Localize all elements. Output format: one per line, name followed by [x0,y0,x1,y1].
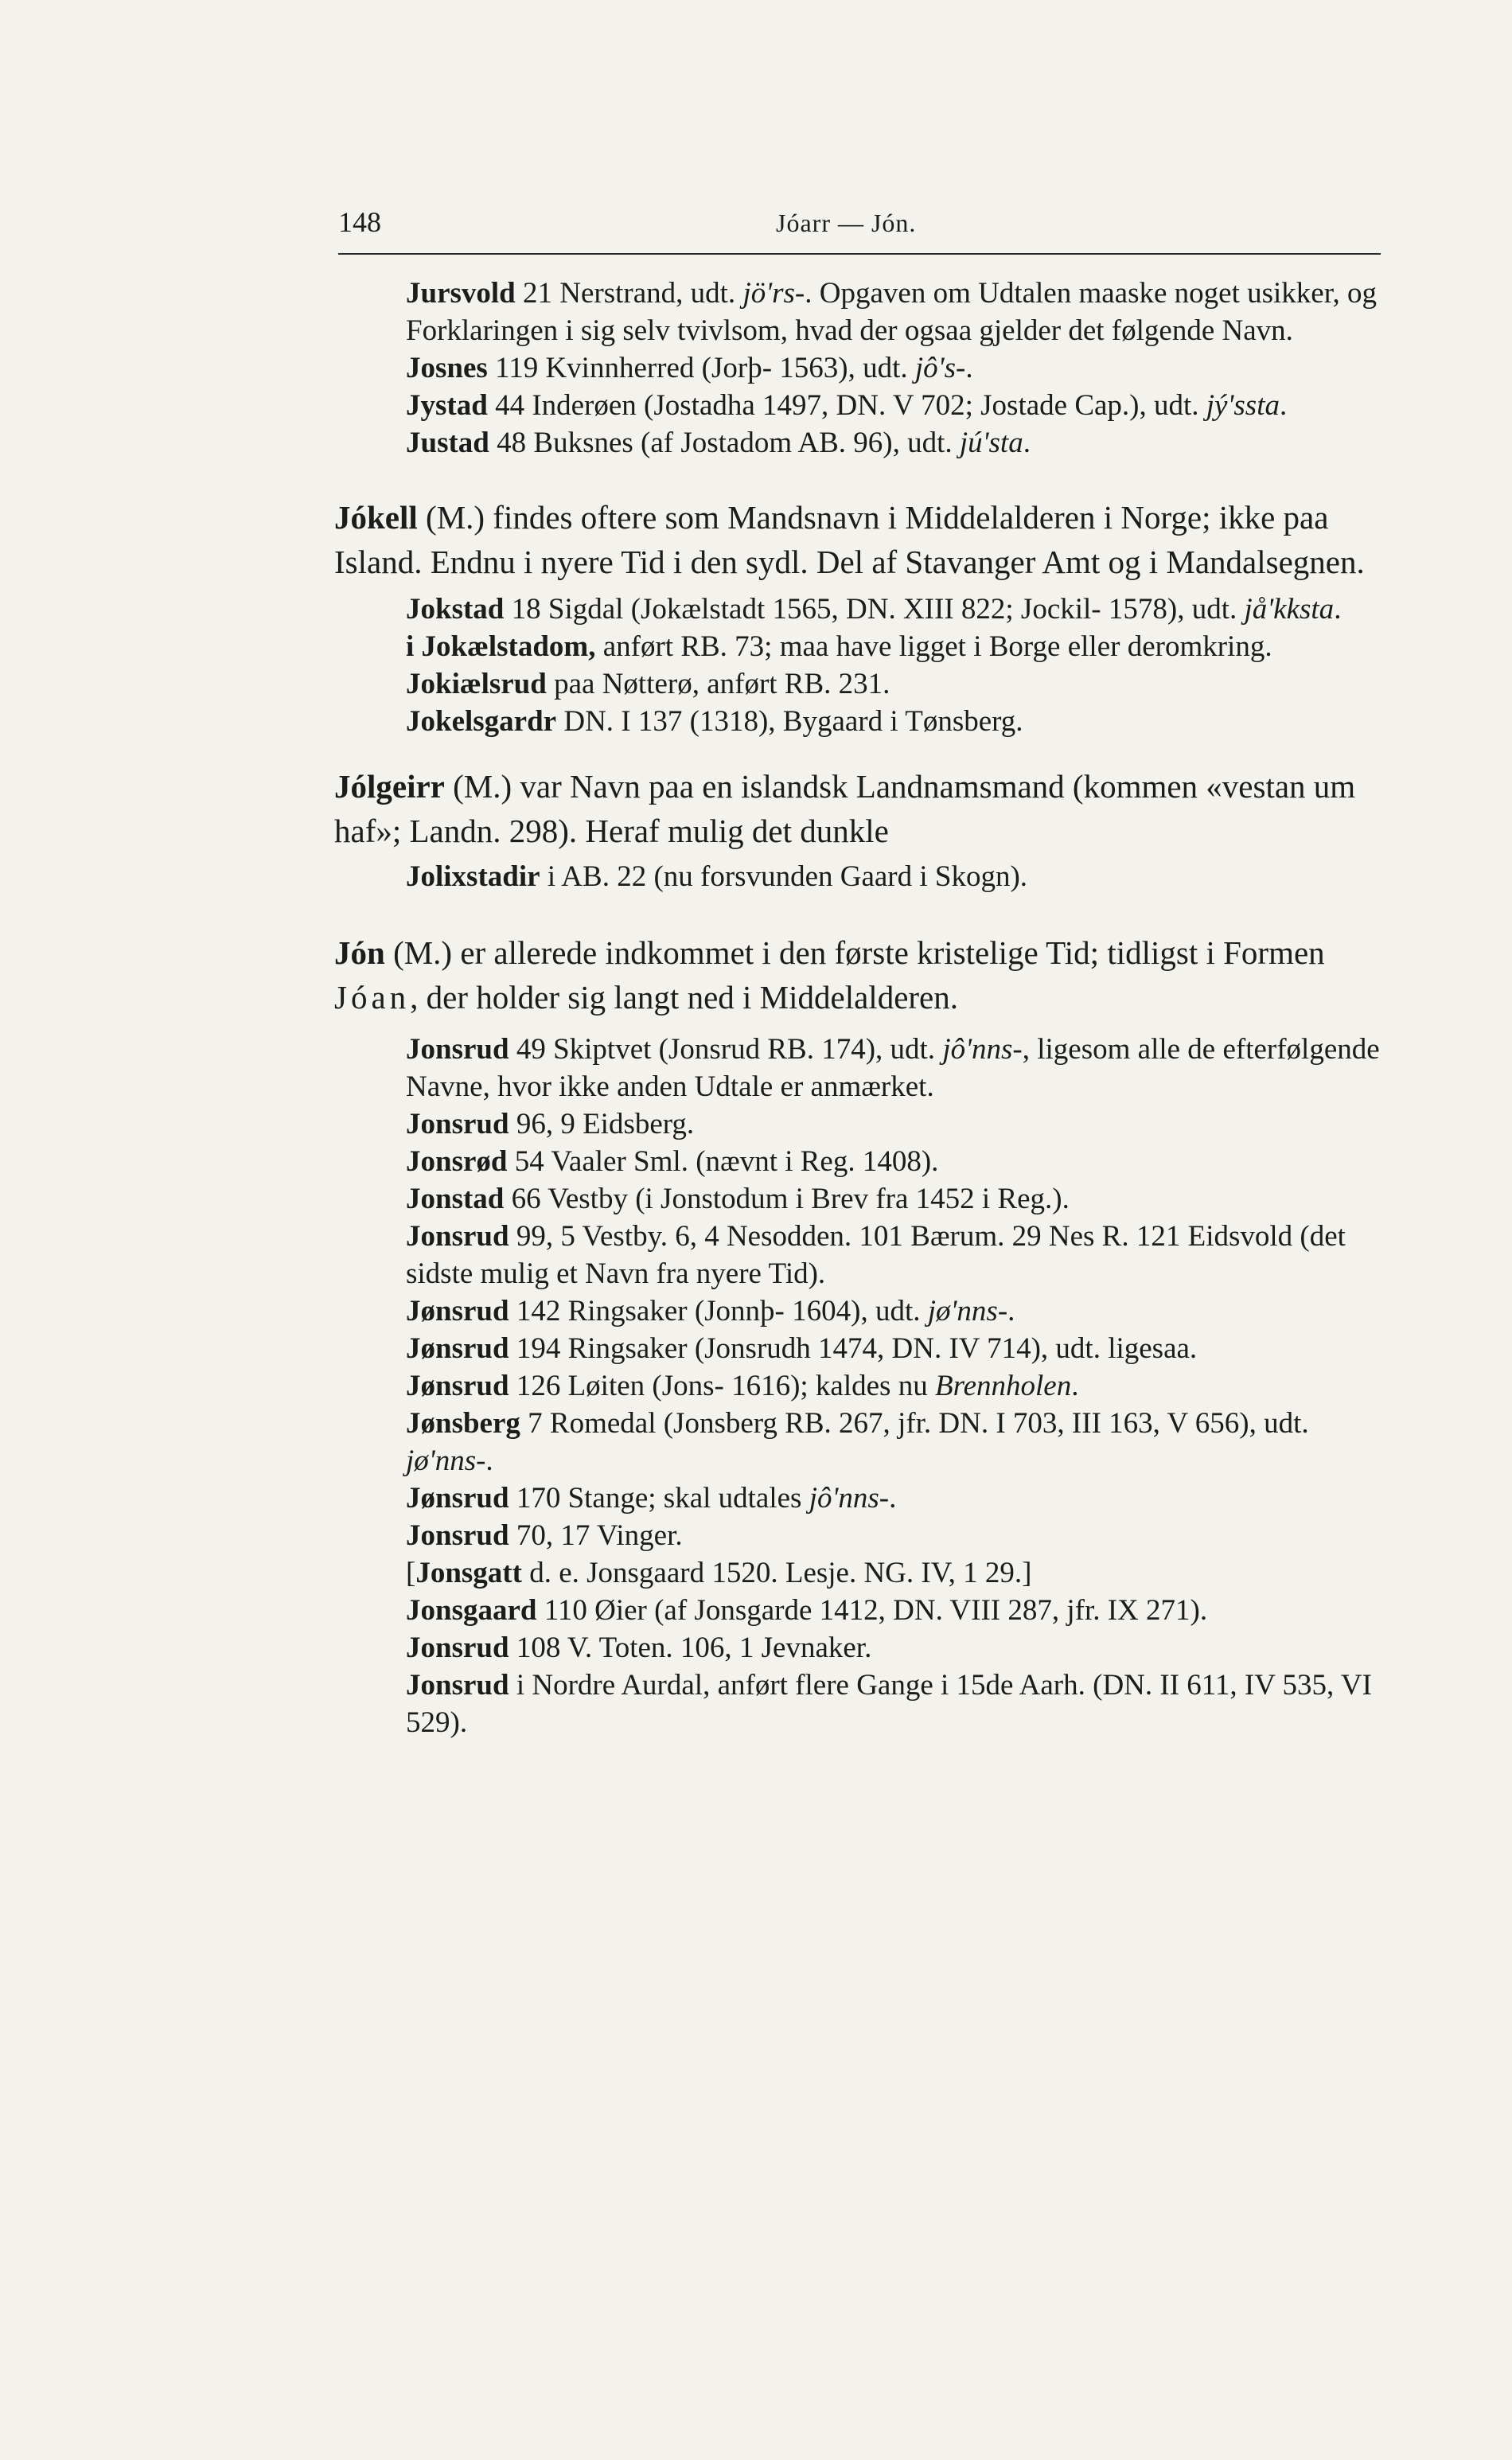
entry-jonsrud-108 [406,1629,1401,1667]
entry-jolgeirr [334,764,1401,853]
pronunciation: jô'nns- [942,1033,1023,1066]
entry-jonsrud-142 [406,1292,1401,1330]
entry-jonsgatt [406,1554,1401,1592]
entry-text: i Nordre Aurdal, anført flere Gange i 15de Aarh. (DN. II 611, IV 535, VI 529). [406,1669,1372,1739]
pronunciation: jø'nns- [406,1444,486,1477]
entry-text: 119 Kvinnherred (Jorþ- 1563), udt. [487,352,915,384]
entry-jonsrud-70 [406,1517,1401,1554]
pronunciation: jô'nns- [809,1482,890,1515]
pronunciation: jå'kksta [1244,593,1335,626]
entry-head: Jonstad [406,1183,505,1215]
entry-text: . Opgaven om Udtalen maaske noget usikker, og Forklaringen i sig selv tvivlsom, hvad der ogsaa gjelder det følgende Navn. [406,277,1378,347]
page-header [338,199,1381,247]
entry-jonsberg [406,1405,1401,1480]
entry-text: 66 Vestby (i Jonstodum i Brev fra 1452 i Reg.). [504,1183,1070,1215]
entry-text: (M.) findes oftere som Mandsnavn i Middelalderen i Norge; ikke paa Island. Endnu i nyere Tid i den sydl. Del af Stavanger Amt og i Mandalsegnen. [334,499,1365,580]
entry-text: . [485,1444,493,1477]
alt-name: Brennholen [934,1370,1072,1402]
entry-jursvold [406,275,1401,349]
entry-text: 108 V. Toten. 106, 1 Jevnaker. [509,1632,872,1664]
entry-text: DN. I 137 (1318), Bygaard i Tønsberg. [556,705,1023,738]
entry-text: . [1334,593,1342,626]
entry-jystad [406,387,1401,424]
entry-jonsrud-126 [406,1367,1401,1405]
entry-head: Jonsrud [406,1519,509,1552]
entry-text: 48 Buksnes (af Jostadom AB. 96), udt. [489,427,960,459]
entry-group-jokstad [406,591,1401,740]
entry-text: 110 Øier (af Jonsgarde 1412, DN. VIII 287, jfr. IX 271). [536,1594,1208,1627]
entry-head: i Jokælstadom, [406,630,596,663]
entry-text: 18 Sigdal (Jokælstadt 1565, DN. XIII 822; Jockil- 1578), udt. [504,593,1245,626]
entry-text: . [889,1482,897,1515]
entry-jokstad [406,591,1401,628]
entry-jonsrud-aurdal [406,1667,1401,1741]
entry-head: Jokelsgardr [406,705,557,738]
entry-jokaelstadom [406,628,1401,665]
entry-text: (M.) er allerede indkommet i den første kristelige Tid; tidligst i Formen [384,934,1325,971]
entry-text: (M.) var Navn paa en islandsk Landnamsmand (kommen «vestan um haf»; Landn. 298). Heraf mulig det dunkle [334,768,1356,849]
entry-jokell [334,495,1401,584]
entry-text: 7 Romedal (Jonsberg RB. 267, jfr. DN. I 703, III 163, V 656), udt. [520,1407,1309,1440]
entry-jonsgaard [406,1592,1401,1629]
entry-head: Jonsrud [406,1220,509,1253]
entry-text: anført RB. 73; maa have ligget i Borge eller deromkring. [595,630,1272,663]
entry-text: 99, 5 Vestby. 6, 4 Nesodden. 101 Bærum. 29 Nes R. 121 Eidsvold (det sidste mulig et Navn fra nyere Tid). [406,1220,1346,1290]
entry-jonsrud-194 [406,1330,1401,1367]
entry-justad [406,424,1401,462]
entry-text: paa Nøtterø, anført RB. 231. [546,668,890,700]
entry-text: 44 Inderøen (Jostadha 1497, DN. V 702; Jostade Cap.), udt. [487,389,1206,422]
entry-text: 96, 9 Eidsberg. [509,1108,695,1140]
entry-text: . [965,352,973,384]
entry-group-jursvold [406,275,1401,462]
entry-head: Jursvold [406,277,516,310]
entry-text: 54 Vaaler Sml. (nævnt i Reg. 1408). [507,1145,939,1178]
entry-head: Jokstad [406,593,505,626]
entry-jokiaelsrud [406,665,1401,703]
entry-jonsrod [406,1143,1401,1180]
entry-text: 194 Ringsaker (Jonsrudh 1474, DN. IV 714), udt. ligesaa. [509,1332,1198,1365]
running-head: Jóarr — Jón. [776,209,917,237]
pronunciation: jö'rs- [742,277,805,310]
entry-head: Jønsrud [406,1370,509,1402]
pronunciation: jú'sta [959,427,1023,459]
entry-jolixstadir [406,858,1401,895]
entry-text: , ligesom alle de efterfølgende Navne, hvor ikke anden Udtale er anmærket. [406,1033,1380,1103]
entry-group-jolgeirr [334,764,1401,853]
header-rule [338,253,1381,255]
entry-head: Jonsrud [406,1632,509,1664]
entry-head: Jonsrud [406,1033,509,1066]
entry-group-jolixstadir [406,858,1401,895]
entry-josnes [406,349,1401,387]
entry-head: Jonsgatt [415,1557,522,1589]
entry-head: Jonsrud [406,1108,509,1140]
entry-text: . [1279,389,1288,422]
entry-head: Josnes [406,352,488,384]
entry-head: Jólgeirr [334,768,445,805]
entry-text: 49 Skiptvet (Jonsrud RB. 174), udt. [509,1033,943,1066]
entry-jonsrud-170 [406,1480,1401,1517]
entry-jonsrud-49 [406,1031,1401,1105]
entry-text: 170 Stange; skal udtales [509,1482,809,1515]
entry-text: 70, 17 Vinger. [509,1519,683,1552]
entry-jokelsgardr [406,703,1401,740]
entry-text: i AB. 22 (nu forsvunden Gaard i Skogn). [540,860,1028,893]
entry-head: Jønsberg [406,1407,520,1440]
entry-head: Jón [334,934,385,971]
entry-text: , der holder sig langt ned i Middelalderen. [410,979,958,1016]
pronunciation: jý'ssta [1206,389,1280,422]
entry-head: Jønsrud [406,1482,509,1515]
bracket: [ [406,1557,416,1589]
pronunciation: jø'nns- [927,1295,1008,1327]
entry-head: Jonsgaard [406,1594,537,1627]
entry-jon [334,930,1401,1019]
entry-head: Jonsrød [406,1145,508,1178]
entry-head: Jystad [406,389,488,422]
entry-head: Jokiælsrud [406,668,547,700]
entry-head: Jolixstadir [406,860,540,893]
entry-group-jonsrud [406,1031,1401,1741]
entry-head: Jønsrud [406,1332,509,1365]
entry-jonsrud-99 [406,1218,1401,1292]
entry-group-jon [334,930,1401,1019]
entry-jonstad [406,1180,1401,1218]
page-number: 148 [338,206,381,238]
entry-text: 126 Løiten (Jons- 1616); kaldes nu [509,1370,935,1402]
entry-text: d. e. Jonsgaard 1520. Lesje. NG. IV, 1 29.] [521,1557,1032,1589]
entry-text: 142 Ringsaker (Jonnþ- 1604), udt. [509,1295,928,1327]
entry-head: Jókell [334,499,418,536]
entry-head: Jønsrud [406,1295,509,1327]
entry-head: Jonsrud [406,1669,509,1702]
spaced-form: Jóan [334,979,411,1016]
entry-text: . [1007,1295,1015,1327]
entry-text: . [1023,427,1031,459]
entry-jonsrud-96 [406,1105,1401,1143]
pronunciation: jô's- [914,352,966,384]
entry-group-jokell [334,495,1401,584]
entry-head: Justad [406,427,489,459]
page-content [318,275,1401,1741]
entry-text: . [1071,1370,1079,1402]
entry-text: 21 Nerstrand, udt. [515,277,743,310]
